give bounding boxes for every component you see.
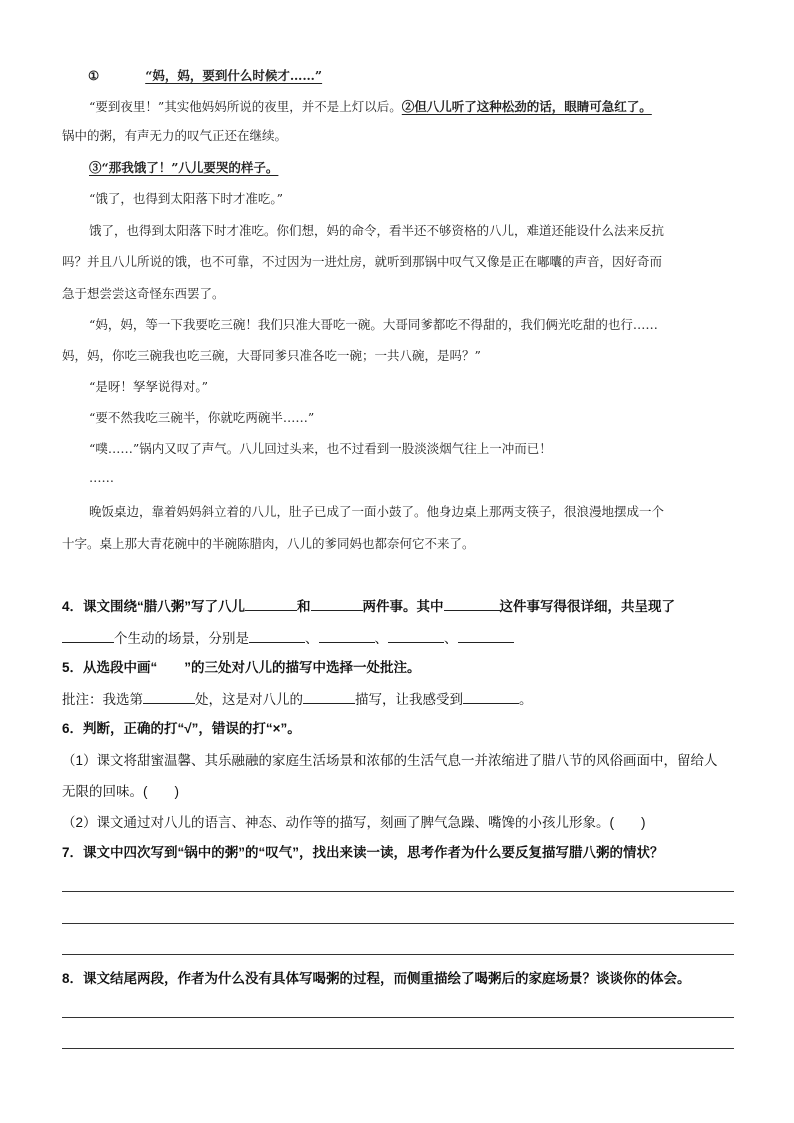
question-4 (62, 596, 675, 616)
question-5-answer (62, 689, 533, 709)
answer-blank[interactable] (311, 596, 363, 611)
q4-text: 4．课文围绕“腊八粥”写了八儿 (62, 599, 246, 614)
q4-text: 这件事写得很详细，共呈现了 (499, 599, 676, 614)
passage-line-1 (88, 67, 322, 85)
question-6-1: （1）课文将甜蜜温馨、其乐融融的家庭生活场景和浓郁的生活气息一并浓缩进了腊八节的风俗画面中，留给人 (62, 753, 718, 768)
answer-blank[interactable] (463, 689, 519, 704)
passage-line-2 (89, 98, 652, 116)
passage-line-11: “是呀！孥孥说得对。” (89, 379, 209, 394)
underlined-sentence-2: ②但八儿听了这种松劲的话，眼睛可急红了。 (401, 99, 652, 114)
answer-line[interactable] (62, 1017, 734, 1018)
sentence-marker-1: ① (88, 68, 100, 83)
question-8: 8．课文结尾两段，作者为什么没有具体写喝粥的过程，而侧重描绘了喝粥后的家庭场景？谈谈你的体会。 (62, 971, 691, 986)
q4-text: 个生动的场景，分别是 (114, 631, 249, 646)
answer-blank[interactable] (249, 628, 305, 643)
passage-line-12: “要不然我吃三碗半，你就吃两碗半……” (89, 410, 315, 425)
passage-line-5: “饿了，也得到太阳落下时才准吃。” (89, 191, 284, 206)
q5-text: 描写，让我感受到 (355, 692, 463, 707)
passage-line-7: 吗？并且八儿所说的饿，也不可靠，不过因为一进灶房，就听到那锅中叹气又像是正在嘟囔的声音，因好奇而 (62, 254, 663, 269)
answer-line[interactable] (62, 891, 734, 892)
answer-blank[interactable] (388, 628, 444, 643)
q4-text: 和 (297, 599, 311, 614)
underlined-sentence-1: “妈，妈，要到什么时候才……” (145, 68, 323, 83)
question-6: 6．判断，正确的打“√”，错误的打“×”。 (62, 721, 301, 736)
passage-line-10: 妈，妈，你吃三碗我也吃三碗，大哥同爹只准各吃一碗；一共八碗，是吗？” (62, 348, 481, 363)
question-6-1-cont[interactable]: 无限的回味。( ) (62, 784, 179, 799)
separator: 、 (305, 631, 319, 646)
passage-line-3: 锅中的粥，有声无力的叹气正还在继续。 (62, 128, 288, 143)
answer-blank[interactable] (245, 596, 297, 611)
passage-ellipsis: …… (89, 470, 114, 485)
answer-blank[interactable] (444, 596, 500, 611)
q5-text: 批注：我选第 (62, 692, 143, 707)
question-4-cont (62, 628, 514, 648)
q5-text: 。 (519, 692, 533, 707)
passage-text: “要到夜里！”其实他妈妈所说的夜里，并不是上灯以后。 (89, 99, 402, 114)
answer-blank[interactable] (458, 628, 514, 643)
passage-line-6: 饿了，也得到太阳落下时才准吃。你们想，妈的命令，看半还不够资格的八儿，难道还能设什么法来反抗 (89, 223, 665, 238)
q4-text: 两件事。其中 (362, 599, 444, 614)
answer-blank[interactable] (303, 689, 355, 704)
question-7: 7．课文中四次写到“锅中的粥”的“叹气”，找出来读一读，思考作者为什么要反复描写腊八粥的情状？ (62, 845, 664, 860)
passage-line-16: 十字。桌上那大青花碗中的半碗陈腊肉，八儿的爹同妈也都奈何它不来了。 (62, 536, 475, 551)
underlined-sentence-3: ③“那我饿了！”八儿要哭的样子。 (89, 160, 279, 175)
separator: 、 (444, 631, 458, 646)
passage-line-9: “妈，妈，等一下我要吃三碗！我们只准大哥吃一碗。大哥同爹都吃不得甜的，我们俩光吃甜的也行…… (89, 317, 658, 332)
passage-line-15: 晚饭桌边，靠着妈妈斜立着的八儿，肚子已成了一面小鼓了。他身边桌上那两支筷子，很浪漫地摆成一个 (89, 504, 665, 519)
passage-line-8: 急于想尝尝这奇怪东西罢了。 (62, 286, 225, 301)
answer-blank[interactable] (62, 628, 114, 643)
answer-line[interactable] (62, 954, 734, 955)
answer-line[interactable] (62, 1048, 734, 1049)
answer-blank[interactable] (143, 689, 195, 704)
passage-line-13: “噗……”锅内又叹了声气。八儿回过头来，也不过看到一股淡淡烟气往上一冲而已！ (89, 441, 552, 456)
q5-text: 处，这是对八儿的 (195, 692, 303, 707)
answer-line[interactable] (62, 923, 734, 924)
question-5: 5．从选段中画“ ”的三处对八儿的描写中选择一处批注。 (62, 660, 421, 675)
question-6-2[interactable]: （2）课文通过对八儿的语言、神态、动作等的描写，刻画了脾气急躁、嘴馋的小孩儿形象。( ) (62, 815, 646, 830)
separator: 、 (374, 631, 388, 646)
answer-blank[interactable] (319, 628, 375, 643)
